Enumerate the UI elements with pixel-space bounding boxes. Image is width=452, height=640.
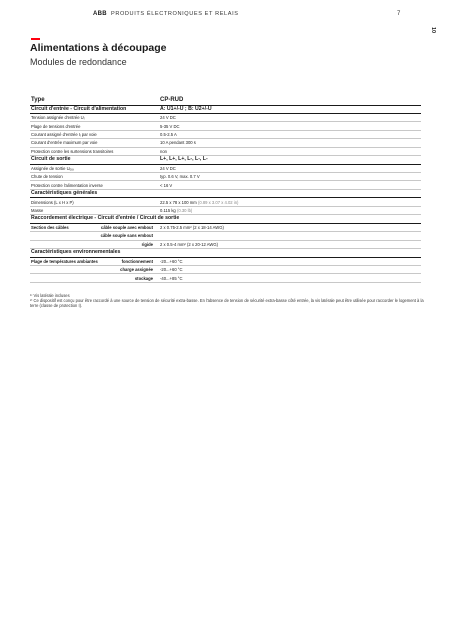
table-row [30,122,421,130]
table-row [30,173,421,181]
row-value: typ. 0.6 V, max. 0.7 V [159,173,421,181]
value-imperial: (0.30 lb) [176,207,193,213]
row-label: Protection contre l'alimentation inverse [30,181,159,189]
page-title: Alimentations à découpage [30,42,167,54]
row-label: Plage de températures ambiantes [31,258,98,264]
section-value: A: U1+/-U ; B: U2+/-U [159,105,421,114]
row-label-cell [30,274,159,282]
row-value [159,232,421,240]
table-row [30,130,421,138]
row-sublabel: câble souple sans embout [100,233,153,239]
footnote-2: ²⁾ Ce dispositif est conçu pour être raccordé à une source de tension de sécurité extra-basse. En l'absence de tension de sécurité extra-basse côté entrée, la vis latérale peut être utilisée pour raccorder le logement à la terre (classe de protection I). [30,298,424,309]
table-row [30,181,421,189]
footnotes [30,293,430,309]
row-value: 2 x 0.5-4 mm² (2 x 20-12 AWG) [159,240,421,248]
section-label: Caractéristiques générales [30,189,421,198]
table-row [30,240,421,248]
row-label-cell [30,257,159,265]
header-title: PRODUITS ÉLECTRONIQUES ET RELAIS [111,11,239,17]
row-value: 10 A pendant 300 s [159,139,421,147]
row-value: 5-35 V DC [159,122,421,130]
row-value: -20...+60 °C [159,265,421,273]
row-sublabel: stockage [134,275,153,281]
section-row-output [30,156,421,165]
accent-bar [31,38,40,40]
row-label: Courant assigné d'entrée Iᵢ par voie [30,130,159,138]
row-sublabel: fonctionnement [121,258,153,264]
row-label: Plage de tensions d'entrée [30,122,159,130]
row-label: Masse [30,206,159,214]
row-value [159,198,421,206]
row-label-cell [30,240,159,248]
row-value: -20...+60 °C [159,257,421,265]
section-label: Caractéristiques environnementales [30,248,421,257]
row-label-cell [30,265,159,273]
table-row [30,223,421,231]
table-row [30,198,421,206]
section-label: Circuit d'entrée - Circuit d'alimentation [30,105,159,114]
section-row-general [30,189,421,198]
row-value: 24 V DC [159,114,421,122]
table-row [30,257,421,265]
page-number: 7 [397,11,401,17]
section-label: Raccordement électrique - Circuit d'entrée / Circuit de sortie [30,215,421,224]
table-row [30,164,421,172]
table-row [30,265,421,273]
brand-logo: ABB [93,11,107,17]
row-sublabel: rigide [141,241,153,247]
row-label-cell [30,223,159,231]
table-row [30,139,421,147]
section-label: Circuit de sortie [30,156,159,165]
page-subtitle: Modules de redondance [30,57,127,67]
section-value: L+, L+, L+, L-, L-, L- [159,156,421,165]
row-value: < 16 V [159,181,421,189]
row-label: Chute de tension [30,173,159,181]
row-label: Section des câbles [31,224,69,230]
row-value: non [159,147,421,155]
table-row [30,274,421,282]
row-value: 2 x 0.75-2.5 mm² (2 x 18-14 AWG) [159,223,421,231]
table-row [30,114,421,122]
row-value [159,206,421,214]
row-sublabel: charge assignée [120,267,153,273]
table-row [30,206,421,214]
value-metric: 22.5 x 78 x 100 mm [160,199,197,205]
footnote-1: ¹⁾ Vis latérale incluses [30,293,70,298]
row-value: 0.5-2.5 A [159,130,421,138]
section-row-connection [30,215,421,224]
spec-table [30,97,421,283]
table-row [30,232,421,240]
page-header [0,11,452,21]
value-metric: 0.115 kg [160,207,176,213]
table-header-row [30,97,421,105]
row-sublabel: câble souple avec embout [100,224,153,230]
row-label: Courant d'entrée maximum par voie [30,139,159,147]
section-tab: 10 [430,27,436,34]
value-imperial: (0.89 x 3.07 x 4.02 in) [197,199,239,205]
row-label: Dimensions (L x H x P) [30,198,159,206]
section-row-input [30,105,421,114]
row-value: -40...+85 °C [159,274,421,282]
row-value: 24 V DC [159,164,421,172]
type-header: Type [30,97,159,105]
section-row-environment [30,248,421,257]
row-label: Assignée de sortie Uₒᵤₜ [30,164,159,172]
row-label: Protection contre les surtensions transitoires [30,147,159,155]
model-header: CP-RUD [159,97,421,105]
row-label-cell [30,232,159,240]
table-row [30,147,421,155]
row-label: Tension assignée d'entrée Uᵢ [30,114,159,122]
